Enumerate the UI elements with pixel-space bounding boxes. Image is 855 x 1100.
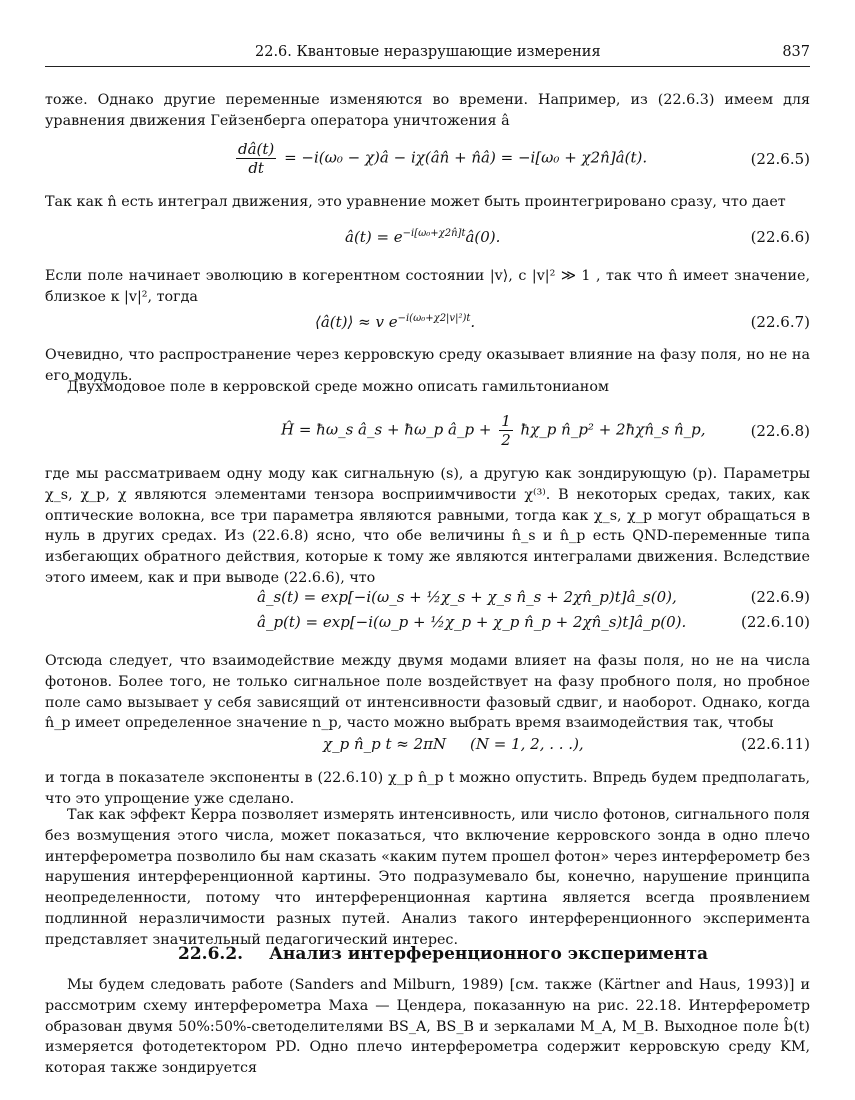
fraction: $\frac{1}{2}$ [501, 412, 511, 449]
equation-number: (22.6.8) [750, 422, 810, 440]
equation-number: (22.6.6) [750, 228, 810, 246]
equation-22-6-11: χ_p n̂_p t ≈ 2πN (N = 1, 2, . . .), (22.6.11) [323, 735, 810, 753]
equation-number: (22.6.10) [741, 613, 810, 631]
paragraph-7: Отсюда следует, что взаимодействие между двумя модами влияет на фазы поля, но не на числа фотонов. Более того, не только сигнальное поле воздействует на фазу пробного поля, но пробное поле само вызывает у себя зависящий от интенсивности фазовый сдвиг, и наоборот. Однако, когда n̂_p имеет определенное значение n_p, часто можно выбрать время взаимодействия так, чтобы [45, 653, 810, 732]
paragraph-9: Так как эффект Керра позволяет измерять интенсивность, или число фотонов, сигнального поля без возмущения этого числа, может показаться, что включение керровского зонда в одно плечо интерферометра позволило бы нам сказать «каким путем прошел фотон» через интерферометр без нарушения интерференционной картины. Это подразумевало бы, конечно, нарушение принципа неопределенности, потому что интерференционная картина является всегда проявлением подлинной неразличимости разных путей. Анализ такого интерференционного эксперимента представляет значительный педагогический интерес. [45, 807, 810, 948]
paragraph-10: Мы будем следовать работе (Sanders and Milburn, 1989) [см. также (Kärtner and Haus, 1993)] и рассмотрим схему интерферометра Маха — Цендера, показанную на рис. 22.18. Интерферометр образован двумя 50%:50%-светоделителями BS_A, BS_B и зеркалами M_A, M_B. Выходное поле b̂(t) измеряется фотодетектором PD. Одно плечо интерферометра содержит керровскую среду KM, которая также зондируется [45, 977, 810, 1077]
paragraph-5: Двухмодовое поле в керровской среде можно описать гамильтонианом [67, 379, 610, 395]
equation-number: (22.6.11) [741, 735, 810, 753]
paragraph-4: Очевидно, что распространение через керровскую среду оказывает влияние на фазу поля, но не на его модуль. [45, 347, 810, 384]
running-header [45, 44, 810, 67]
paragraph-3: Если поле начинает эволюцию в когерентном состоянии |v⟩, с |v|² ≫ 1 , так что n̂ имеет значение, близкое к |v|², тогда [45, 268, 810, 305]
equation-number: (22.6.5) [750, 150, 810, 168]
paragraph-8: и тогда в показателе экспоненты в (22.6.10) χ_p n̂_p t можно опустить. Впредь будем предполагать, что это упрощение уже сделано. [45, 770, 810, 807]
page-number: 837 [782, 44, 810, 60]
paragraph-6: где мы рассматриваем одну моду как сигнальную (s), а другую как зондирующую (p). Параметры χ_s, χ_p, χ являются элементами тензора восприимчивости χ⁽³⁾. В некоторых средах, таких, как оптические волокна, все три параметра являются равными, тогда как χ_s, χ_p могут обращаться в нуль в других средах. Из (22.6.8) ясно, что обе величины n̂_s и n̂_p есть QND-переменные типа избегающих обратного действия, которые к тому же являются интегралами движения. Вследствие этого имеем, как и при выводе (22.6.6), что [45, 466, 810, 586]
equation-number: (22.6.9) [750, 588, 810, 606]
equation-22-6-7: ⟨â(t)⟩ ≈ v $e^{-i(\omega_0+\chi 2|v|^2)t}$. (22.6.7) [315, 313, 810, 331]
paragraph-2: Так как n̂ есть интеграл движения, это уравнение может быть проинтегрировано сразу, что дает [45, 194, 786, 210]
equation-22-6-6: â(t) = $e^{-i[\omega_0+\chi 2n̂]t}â(0)$. (22.6.6) [345, 228, 810, 246]
subsection-heading: 22.6.2. Анализ интерференционного эксперимента [178, 944, 709, 964]
equation-22-6-8: Ĥ = ħω_s â_s + ħω_p â_p + $\frac{1}{2}$ ħχ_p n̂_p² + 2ħχn̂_s n̂_p, (22.6.8) [281, 412, 810, 449]
section-title: 22.6. Квантовые неразрушающие измерения [255, 44, 601, 60]
paragraph-1: тоже. Однако другие переменные изменяются во времени. Например, из (22.6.3) имеем для уравнения движения Гейзенберга оператора уничтожения â [45, 92, 810, 129]
equation-22-6-5: $\frac{dâ(t)}{dt}$ = −i(ω₀ − χ)â − iχ(ân̂ + n̂â) = −i[ω₀ + χ2n̂]â(t). (22.6.5) [238, 140, 810, 177]
equation-22-6-9: â_s(t) = exp[−i(ω_s + ½χ_s + χ_s n̂_s + 2χn̂_p)t]â_s(0), (22.6.9) [257, 588, 810, 606]
equation-22-6-10: â_p(t) = exp[−i(ω_p + ½χ_p + χ_p n̂_p + 2χn̂_s)t]â_p(0). (22.6.10) [257, 613, 810, 631]
fraction: $\frac{dâ(t)}{dt}$ [238, 140, 275, 177]
equation-number: (22.6.7) [750, 313, 810, 331]
